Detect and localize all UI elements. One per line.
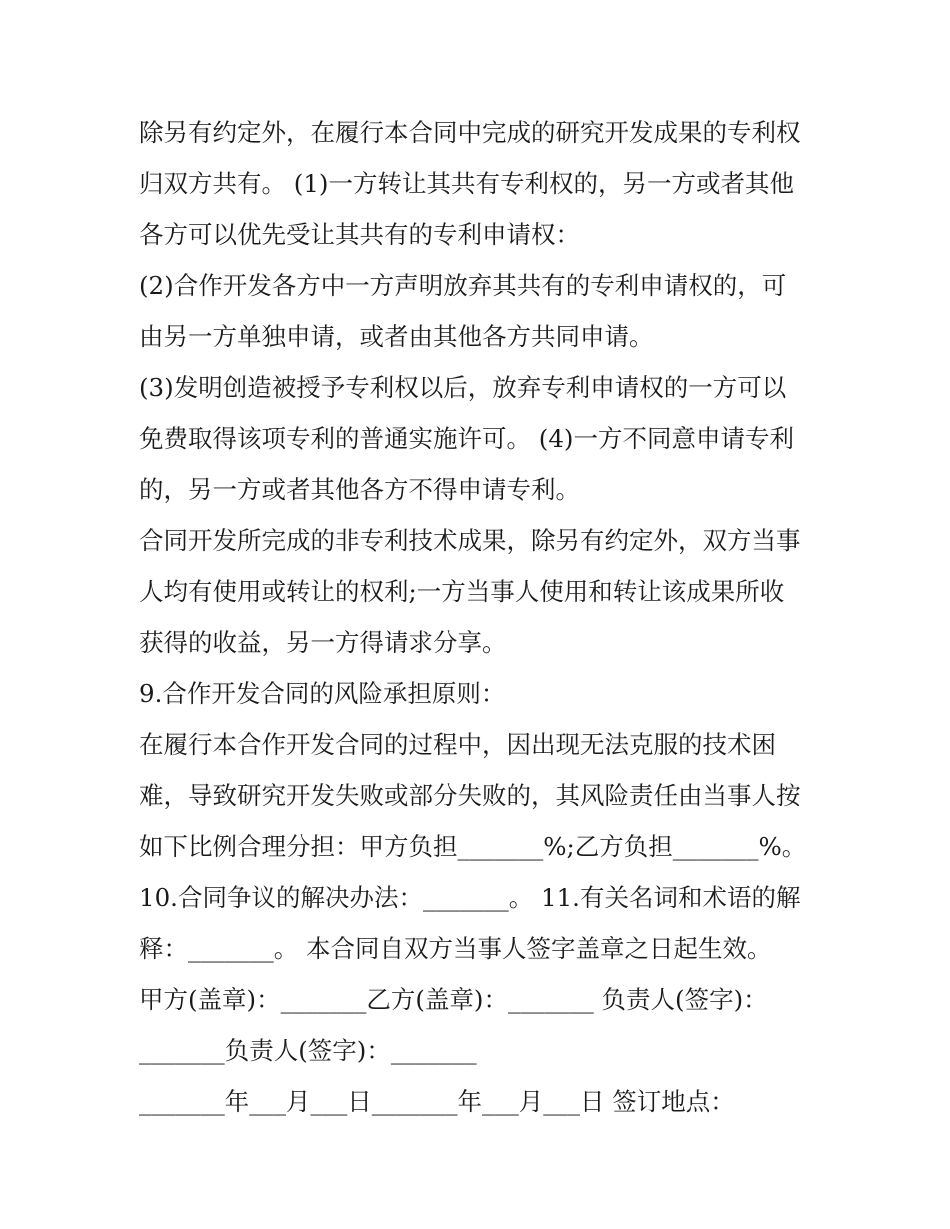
text-line: 归双方共有。 (1)一方转让其共有专利权的，另一方或者其他: [139, 169, 794, 198]
text-line: 由另一方单独申请，或者由其他各方共同申请。: [139, 322, 654, 351]
text-line: (3)发明创造被授予专利权以后，放弃专利申请权的一方可以: [139, 373, 787, 402]
signature-line: 甲方(盖章)：_______乙方(盖章)：_______ 负责人(签字)：: [139, 985, 768, 1014]
text-line: 的，另一方或者其他各方不得申请专利。: [139, 475, 580, 504]
text-line: 免费取得该项专利的普通实施许可。 (4)一方不同意申请专利: [139, 424, 794, 453]
text-line: 释：_______。 本合同自双方当事人签字盖章之日起生效。: [139, 934, 772, 963]
text-line: 除另有约定外，在履行本合同中完成的研究开发成果的专利权: [139, 118, 801, 147]
text-line: 获得的收益，另一方得请求分享。: [139, 628, 507, 657]
text-line: 10.合同争议的解决办法：_______。 11.有关名词和术语的解: [139, 883, 801, 912]
section-heading-risk: 9.合作开发合同的风险承担原则：: [139, 679, 506, 708]
text-line: 各方可以优先受让其共有的专利申请权：: [139, 220, 580, 249]
contract-text-body: [139, 107, 829, 1127]
text-line: 难，导致研究开发失败或部分失败的，其风险责任由当事人按: [139, 781, 801, 810]
date-line: _______年___月___日_______年___月___日 签订地点：: [139, 1087, 735, 1116]
text-line: (2)合作开发各方中一方声明放弃其共有的专利申请权的，可: [139, 271, 787, 300]
text-line: 人均有使用或转让的权利;一方当事人使用和转让该成果所收: [139, 577, 785, 606]
text-line: 在履行本合作开发合同的过程中，因出现无法克服的技术困: [139, 730, 776, 759]
text-line: 如下比例合理分担：甲方负担_______%;乙方负担_______%。: [139, 832, 807, 861]
signature-line: _______负责人(签字)：_______: [139, 1036, 477, 1065]
text-line: 合同开发所完成的非专利技术成果，除另有约定外，双方当事: [139, 526, 801, 555]
